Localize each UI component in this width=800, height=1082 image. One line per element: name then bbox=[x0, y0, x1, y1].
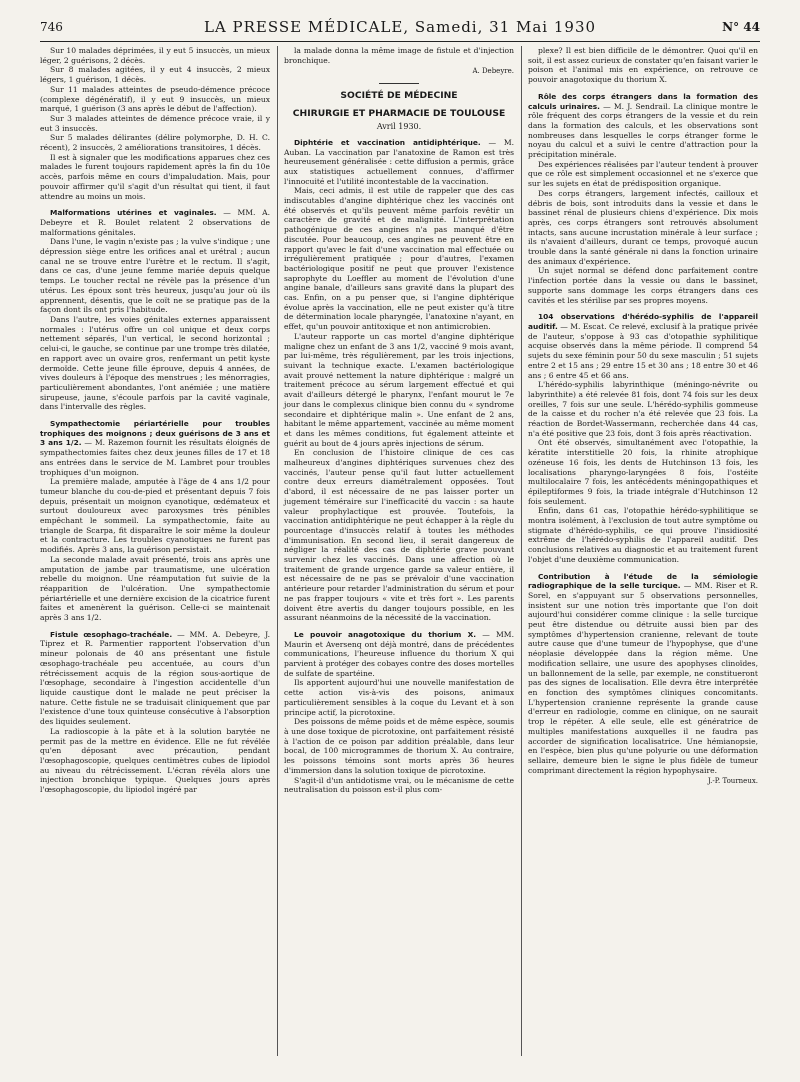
paragraph: Un sujet normal se défend donc parfaitement contre l'infection portée dans la vessie ou dans le bassinet, supporte sans dommage les corps étrangers dans ces cavités et les stérilise par ses propres moyens. bbox=[528, 266, 758, 305]
paragraph: Enfin, dans 61 cas, l'otopathie hérédo-syphilitique se montra isolément, à l'exclusion de tout autre symptôme ou stigmate d'hérédo-syphilis, ce qui prouve l'insidiosité extrême de l'hérédo-syphilis de l'appareil auditif. Des conclusions relatives au diagnostic et au traitement furent l'objet d'une deuxième communication. bbox=[528, 506, 758, 564]
paragraph: Des expériences réalisées par l'auteur tendent à prouver que ce rôle est simplement occasionnel et ne s'exerce que sur les sujets en état de prédisposition organique. bbox=[528, 159, 758, 189]
paragraph: Mais, ceci admis, il est utile de rappeler que des cas indiscutables d'angine diphtérique chez les vaccinés ont été observés et qu'ils peuvent même parfois revêtir un caractère de gravité et de malignité. L'interprétation pathogénique de ces angines n'a pas manqué d'être discutée. Pour beaucoup, ces angines ne peuvent être en rapport qu'avec le fait d'une vaccination mal effectuée ou irrégulièrement pratiquée ; pour d'autres, l'examen bactériologique positif ne peut que prouver l'existence saprophyte du Loeffler au moment de l'évolution d'une angine banale, d'ailleurs sans gravité dans la plupart des cas. Enfin, on a pu penser que, si l'angine diphtérique évolue après la vaccination, elle ne peut exister qu'à titre de détermination locale pharyngée, l'anatoxine n'ayant, en effet, qu'un pouvoir antitoxique et non antimicrobien. bbox=[284, 186, 514, 332]
session-date: Avril 1930. bbox=[376, 122, 422, 132]
paragraph: Ils apportent aujourd'hui une nouvelle manifestation de cette action vis-à-vis des poisons, animaux particulièrement sensibles à la coque du Levant et à son principe actif, la picrotoxine. bbox=[284, 678, 514, 717]
paragraph: Ont été observés, simultanément avec l'otopathie, la kératite interstitielle 20 fois, la rhinite atrophique ozéneuse 16 fois, les dents de Hutchinson 13 fois, les localisations pharyngo-laryngées 8 fois, l'ostéite multilocalaire 7 fois, les antécédents méningopathiques et épileptiformes 9 fois, la triade intégrale d'Hutchinson 12 fois seulement. bbox=[528, 438, 758, 506]
paragraph: Sur 10 malades déprimées, il y eut 5 insuccès, un mieux léger, 2 guérisons, 2 décès. bbox=[40, 46, 270, 65]
article-lead: — MM. Riser et R. Sorel, en s'appuyant sur 5 observations personnelles, insistent sur une notion très importante que l'on doit aujourd'hui considérer comme clinique : la selle turcique peut être distendue ou détruite aussi bien par des symptômes d'hypertension cranienne, relevant de toute autre cause que d'une tumeur de l'hypophyse, que d'une néoplasie développée dans la région même. Une modification sellaire, une usure des apophyses clinoïdes, un ballonnement de la selle, par exemple, ne constitueront pas des signes de localisation. Elle devra être interprétée en fonction des symptômes cliniques concomitants. L'hypertension cranienne représente la grande cause d'erreur en radiologie, comme en clinique, on ne saurait trop le répéter. A elle seule, elle est génératrice de multiples manifestations auxquelles il ne faudra pas accorder de signification localisatrice. Une hémianopsie, en l'espèce, bien plus qu'une polyurie ou une déformation sellaire, demeure bien le signe le plus fidèle de tumeur comprimant directement la région hypophysaire. bbox=[528, 581, 759, 775]
article-lead: — M. Escat. Ce relevé, exclusif à la pratique privée de l'auteur, s'oppose à 93 cas d'otopathie syphilitique acquise observés dans la même période. Il comprend 54 sujets du sexe féminin pour 50 du sexe masculin ; 51 sujets entre 2 et 15 ans ; 29 entre 15 et 30 ans ; 18 entre 30 et 46 ans ; 6 entre 45 et 66 ans. bbox=[528, 321, 758, 380]
article-lead: — M. Auban. La vaccination par l'anatoxine de Ramon est très heureusement généralisée : cette diffusion a permis, grâce aux statistiques actuellement connues, d'affirmer l'innocuité et l'utilité incontestable de la vaccination. bbox=[284, 137, 515, 186]
article-lead: — MM. A. Debeyre et R. Boulet relatent 2 observations de malformations génitales. bbox=[40, 208, 270, 237]
article-title: Malformations utérines et vaginales. bbox=[50, 208, 217, 218]
article-title: 104 observations d'hérédo-syphilis de l'appareil auditif. bbox=[528, 312, 758, 331]
article-sympathectomie bbox=[40, 419, 270, 477]
paragraph: Sur 3 malades atteintes de démence précoce vraie, il y eut 3 insuccès. bbox=[40, 113, 270, 133]
paragraph: Sur 8 malades agitées, il y eut 4 insuccès, 2 mieux légers, 1 guérison, 1 décès. bbox=[40, 65, 270, 85]
article-fistule bbox=[40, 630, 270, 727]
paragraph: Sur 11 malades atteintes de pseudo-démence précoce (complexe dégénératif), il y eut 9 insuccès, un mieux marqué, 1 guérison (3 ans après le début de l'affection). bbox=[40, 84, 270, 114]
column-divider bbox=[521, 46, 522, 1056]
author-signature: A. Debeyre. bbox=[472, 67, 514, 76]
paragraph: La seconde malade avait présenté, trois ans après une amputation de jambe par traumatisme, une ulcération rebelle du moignon. Une réamputation fut suivie de la réapparition de l'ulcération. Une sympathectomie périartérielle et une dernière excision de la cicatrice furent faites et amenèrent la guérison. Celle-ci se maintenait après 3 ans 1/2. bbox=[40, 554, 270, 623]
column-left bbox=[40, 46, 270, 795]
article-lead: — MM. Maurin et Aversenq ont déjà montré, dans de précédentes communications, l'heureuse influence du thorium X qui parvient à protéger des cobayes contre des doses mortelles de sulfate de spartéine. bbox=[284, 629, 514, 678]
issue-number: N° 44 bbox=[722, 20, 760, 34]
paragraph: Des poissons de même poids et de même espèce, soumis à une dose toxique de picrotoxine, ont parfaitement résisté à l'action de ce poison par addition préalable, dans leur bocal, de 100 microgrammes de thorium X. Au contraire, les poissons témoins sont morts après 36 heures d'immersion dans la solution toxique de picrotoxine. bbox=[284, 717, 514, 775]
paragraph: Des corps étrangers, largement infectés, cailloux et débris de bois, sont introduits dans la vessie et dans le bassinet rénal de plusieurs chiens d'expérience. Dix mois après, ces corps étrangers sont retrouvés absolument intacts, sans aucune incrustation minérale à leur surface ; ils n'avaient d'ailleurs, durant ce temps, provoqué aucun trouble dans la santé générale ni dans la fonction urinaire des animaux d'expérience. bbox=[528, 188, 758, 266]
article-diphterie bbox=[284, 138, 514, 187]
section-divider bbox=[379, 83, 419, 84]
article-lead: — M. J. Sendrail. La clinique montre le rôle fréquent des corps étrangers de la vessie et du rein dans la formation des calculs, et les observations sont nombreuses dans lesquelles le corps étranger forme le noyau du calcul et a suivi le centre d'attraction pour la précipitation minérale. bbox=[528, 101, 759, 160]
page-header bbox=[40, 18, 760, 40]
article-heredo-syphilis bbox=[528, 312, 758, 380]
paragraph: Dans l'une, le vagin n'existe pas ; la vulve s'indique ; une dépression siège entre les orifices anal et urétral ; aucun canal ne se trouve entre l'urètre et le rectum. Il s'agit, dans ce cas, d'une jeune femme mariée depuis quelque temps. Le toucher rectal ne révèle pas la présence d'un utérus. Les époux sont très heureux, jusqu'au jour où ils apprennent, désentis, que le coït ne se pratique pas de la façon dont ils ont pris l'habitude. bbox=[40, 237, 270, 315]
column-divider bbox=[277, 46, 278, 1056]
article-title: Contribution à l'étude de la sémiologie radiographique de la selle turcique. bbox=[528, 571, 758, 591]
article-corps-etrangers bbox=[528, 92, 758, 160]
article-lead: — MM. A. Debeyre, J. Tiprez et R. Parmentier rapportent l'observation d'un mineur polonais de 40 ans présentant une fistule œsophago-trachéale peu accentuée, au cours d'un rétrécissement acquis de la région sous-aortique de l'œsophage, secondaire à l'ingestion accidentelle d'un liquide caustique dont le malade ne peut préciser la nature. Cette fistule ne se traduisait cliniquement que par l'existence d'une toux quinteuse consécutive à l'absorption des liquides seulement. bbox=[40, 629, 270, 727]
author-signature: J.-P. Tourneux. bbox=[707, 777, 758, 786]
paragraph: Sur 5 malades délirantes (délire polymorphe, D. H. C. récent), 2 insuccès, 2 améliorations transitoires, 1 décès. bbox=[40, 133, 270, 153]
paragraph: L'auteur rapporte un cas mortel d'angine diphtérique maligne chez un enfant de 3 ans 1/2, vacciné 9 mois avant, par lui-même, très régulièrement, par les trois injections, suivant la technique exacte. L'examen bactériologique avait prouvé nettement la nature diphtérique : malgré un traitement précoce au sérum largement effectué et qui avait d'ailleurs détergé le pharynx, l'enfant mourut le 7e jour dans le complexus clinique bien connu du « syndrome secondaire et diphtérique malin ». Une enfant de 2 ans, habitant le même appartement, vaccinée au même moment et dans les mêmes conditions, fut également atteinte et guérit au bout de 4 jours après injections de sérum. bbox=[284, 331, 514, 448]
article-title: Fistule œsophago-trachéale. bbox=[50, 629, 173, 639]
column-middle bbox=[284, 46, 514, 795]
article-selle-turcique bbox=[528, 572, 758, 776]
paragraph: En conclusion de l'histoire clinique de ces cas malheureux d'angines diphtériques survenues chez des vaccinés, l'auteur pense qu'il faut lutter actuellement contre deux erreurs diamétralement opposées. Tout d'abord, il est nécessaire de ne pas laisser porter un jugement téméraire sur l'inefficacité du vaccin : sa haute valeur prophylactique est prouvée. Toutefois, la vaccination antidiphtérique ne peut échapper à la règle du pourcentage d'insuccès relatif à toutes les méthodes d'immunisation. En second lieu, il serait dangereux de négliger la réalité des cas de diphtérie grave pouvant survenir chez les vaccinés. Dans une affection où le traitement de grande urgence garde sa valeur entière, il est nécessaire de ne pas se prévaloir d'une vaccination antérieure pour retarder l'administration du sérum et pour ne pas frapper toujours « vite et très fort ». Les parents doivent être avertis du danger toujours possible, en les assurant néanmoins de la nécessité de la vaccination. bbox=[284, 448, 514, 623]
article-lead: — M. Razemon fournit les résultats éloignés de sympathectomies faites chez deux jeunes filles de 17 et 18 ans entrées dans le service de M. Lambret pour troubles trophiques d'un moignon. bbox=[40, 438, 271, 477]
paragraph: L'hérédo-syphilis labyrinthique (méningo-névrite ou labyrinthite) a été relevée 81 fois, dont 74 fois sur les deux oreilles, 7 fois sur une seule. L'hérédo-syphilis gommeuse de la caisse et du rocher n'a été relevée que 23 fois. La réaction de Bordet-Wassermann, recherchée dans 44 cas, n'a été positive que 23 fois, dont 3 fois après réactivation. bbox=[528, 380, 758, 438]
article-title: Sympathectomie périartérielle pour troubles trophiques des moignons ; deux guérisons de 3 ans et 3 ans 1/2. bbox=[40, 419, 270, 448]
paragraph: La première malade, amputée à l'âge de 4 ans 1/2 pour tumeur blanche du cou-de-pied et présentant depuis 7 fois depuis, présentait un moignon cyanotique, œdémateux et surtout douloureux avec paroxysmes très pénibles empêchant le sommeil. La sympathectomie, faite au triangle de Scarpa, fit disparaître le soir même la douleur et la contracture. Les troubles cyanotiques ne furent pas modifiés. Après 3 ans, la guérison persistait. bbox=[40, 477, 270, 555]
column-right bbox=[528, 46, 758, 793]
header-rule bbox=[40, 41, 760, 42]
publication-title: LA PRESSE MÉDICALE, Samedi, 31 Mai 1930 bbox=[203, 18, 597, 36]
paragraph: La radioscopie à la pâte et à la solution barytée ne permit pas de la mettre en évidence. Elle ne fut révélée qu'en déposant avec précaution, pendant l'œsophagoscopie, quelques centimètres cubes de lipiodol au niveau du rétrécissement. L'écran révéla alors une injection bronchique typique. Quelques jours après l'œsophagoscopie, du lipiodol ingéré par bbox=[40, 726, 270, 795]
article-title: Diphtérie et vaccination antidiphtérique. bbox=[294, 137, 481, 147]
society-heading: SOCIÉTÉ DE MÉDECINE bbox=[340, 90, 458, 102]
paragraph: Il est à signaler que les modifications apparues chez ces malades le furent toujours rapidement après la fin du 10e accès, parfois même en cours d'impaludation. Mais, pour pouvoir affirmer qu'il s'agit d'un résultat qui tient, il faut attendre au moins un mois. bbox=[40, 152, 270, 201]
page-number: 746 bbox=[40, 20, 63, 34]
article-title: Le pouvoir anagotoxique du thorium X. bbox=[294, 629, 477, 639]
article-thorium bbox=[284, 630, 514, 679]
paragraph: S'agit-il d'un antidotisme vrai, ou le mécanisme de cette neutralisation du poisson est-il plus com- bbox=[284, 775, 514, 795]
article-title: Rôle des corps étrangers dans la formation des calculs urinaires. bbox=[528, 91, 758, 111]
paragraph: plexe? Il est bien difficile de le démontrer. Quoi qu'il en soit, il est assez curieux de constater qu'en faisant varier le poison et l'animal mis en expérience, on retrouve ce pouvoir anagotoxique du thorium X. bbox=[528, 46, 758, 85]
article-malformations bbox=[40, 208, 270, 237]
paragraph: la malade donna la même image de fistule et d'injection bronchique. bbox=[284, 46, 514, 65]
paragraph: Dans l'autre, les voies génitales externes apparaissent normales : l'utérus offre un col unique et deux corps nettement séparés, l'un vertical, le second horizontal ; celui-ci, le gauche, se continue par une trompe très dilatée, en rapport avec un ovaire gros, renfermant un petit kyste dermoïde. Cette jeune fille éprouve, depuis 4 années, de vives douleurs à l'époque des menstrues ; les ménorragies, particulièrement abondantes, l'ont anémiée ; une matière sirupeuse, jaune, s'écoule parfois par la cavité vaginale, dans l'intervalle des règles. bbox=[40, 314, 270, 412]
society-subheading: CHIRURGIE ET PHARMACIE DE TOULOUSE bbox=[292, 107, 506, 119]
